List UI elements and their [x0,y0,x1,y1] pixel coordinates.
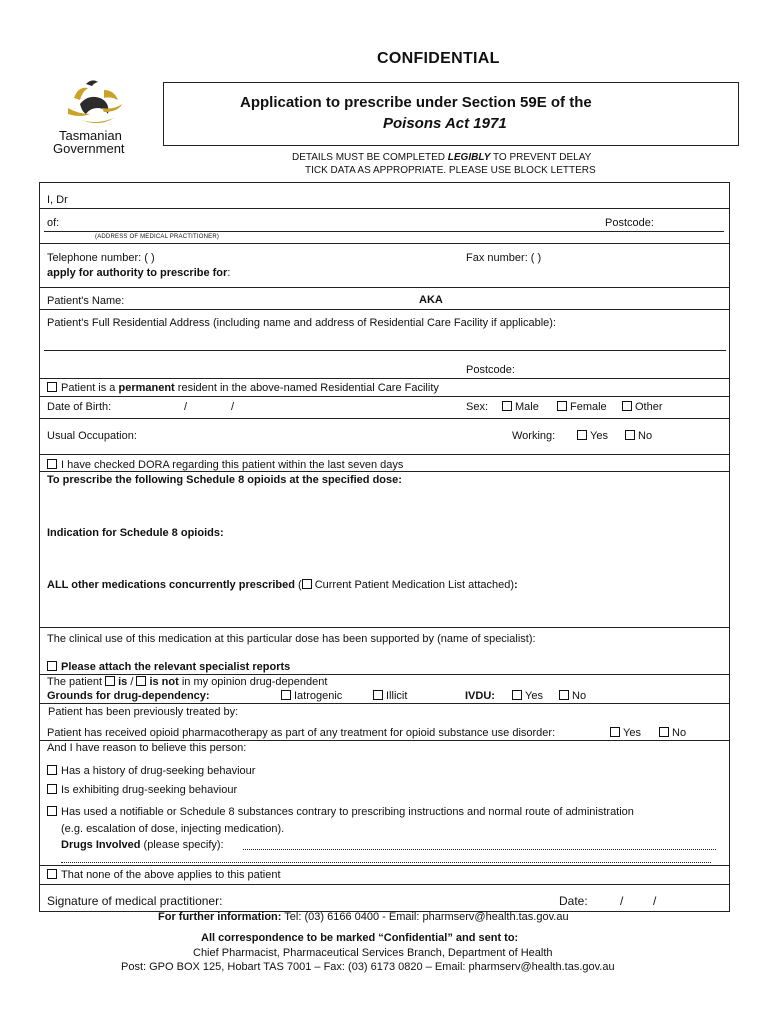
permanent-resident-option[interactable]: Patient is a permanent resident in the above-named Residential Care Facility [47,382,439,394]
iatrogenic-option[interactable]: Iatrogenic [281,690,342,702]
patient-postcode-label: Postcode: [466,364,515,376]
postal-address: Post: GPO BOX 125, Hobart TAS 7001 – Fax: (03) 6173 0820 – Email: pharmserv@health.tas.gov.au [121,961,615,973]
checkbox[interactable] [373,690,383,700]
telephone-label: Telephone number: ( ) [47,252,155,264]
ivdu-no-option[interactable]: No [559,690,586,702]
checkbox[interactable] [557,401,567,411]
checkbox[interactable] [502,401,512,411]
signature-label: Signature of medical practitioner: [47,894,223,908]
drug-dependent-statement: The patient is / is not in my opinion drug-dependent [47,676,328,688]
none-applies-option[interactable]: That none of the above applies to this patient [47,869,281,881]
drugs-involved-label: Drugs Involved (please specify): [61,839,224,851]
date-separator: / [653,894,657,908]
instructions-line-1: DETAILS MUST BE COMPLETED LEGIBLY TO PREVENT DELAY [292,152,592,163]
working-no-option[interactable]: No [625,430,652,442]
checkbox[interactable] [47,765,57,775]
grounds-label: Grounds for drug-dependency: [47,690,210,702]
date-separator: / [620,894,624,908]
checkbox[interactable] [512,690,522,700]
checkbox[interactable] [622,401,632,411]
practitioner-postcode-label: Postcode: [605,217,654,229]
clinical-use-label: The clinical use of this medication at this particular dose has been supported by (name of specialist): [47,633,536,645]
i-dr-label: I, Dr [47,194,68,206]
logo-text-tasmanian: Tasmanian [59,128,122,143]
working-label: Working: [512,430,556,442]
drug-seeking-history-option[interactable]: Has a history of drug-seeking behaviour [47,765,255,777]
pharmacotherapy-no-option[interactable]: No [659,727,686,739]
checkbox[interactable] [281,690,291,700]
sex-other-option[interactable]: Other [622,401,663,413]
checkbox[interactable] [610,727,620,737]
checkbox[interactable] [47,806,57,816]
correspondence-heading: All correspondence to be marked “Confidential” and sent to: [201,932,519,944]
dob-label: Date of Birth: [47,401,112,413]
sex-label: Sex: [466,401,489,413]
date-label: Date: [559,894,588,908]
checkbox[interactable] [302,579,312,589]
attach-reports-option[interactable]: Please attach the relevant specialist reports [47,661,290,673]
escalation-note: (e.g. escalation of dose, injecting medication). [61,823,285,835]
ivdu-label: IVDU: [465,690,495,702]
all-other-medications: ALL other medications concurrently prescribed ( Current Patient Medication List attached): [47,579,518,591]
checkbox[interactable] [559,690,569,700]
occupation-label: Usual Occupation: [47,430,137,442]
patient-name-label: Patient's Name: [47,295,125,307]
opioid-pharmacotherapy-label: Patient has received opioid pharmacotherapy as part of any treatment for opioid substance use disorder: [47,727,556,739]
of-label: of: [47,217,60,229]
address-caption: (ADDRESS OF MEDICAL PRACTITIONER) [95,234,220,240]
further-information: For further information: Tel: (03) 6166 0400 - Email: pharmserv@health.tas.gov.au [158,911,569,923]
fax-label: Fax number: ( ) [466,252,542,264]
previously-treated-label: Patient has been previously treated by: [48,706,239,718]
title-line-2: Poisons Act 1971 [383,115,507,132]
checkbox[interactable] [47,382,57,392]
checkbox[interactable] [105,676,115,686]
tasmanian-tiger-crest-icon [54,78,144,130]
instructions-line-2: TICK DATA AS APPROPRIATE. PLEASE USE BLOCK LETTERS [305,165,596,176]
ivdu-yes-option[interactable]: Yes [512,690,543,702]
dob-separator: / [184,401,188,413]
dora-check-option[interactable]: I have checked DORA regarding this patient within the last seven days [47,459,403,471]
illicit-option[interactable]: Illicit [373,690,407,702]
indication-heading: Indication for Schedule 8 opioids: [47,527,224,539]
drug-seeking-exhibiting-option[interactable]: Is exhibiting drug-seeking behaviour [47,784,237,796]
aka-label: AKA [419,294,443,306]
confidential-heading: CONFIDENTIAL [377,50,500,67]
checkbox[interactable] [47,869,57,879]
apply-authority-label: apply for authority to prescribe for: [47,267,231,279]
title-box [163,82,739,146]
logo-text-government: Government [53,141,125,156]
checkbox[interactable] [659,727,669,737]
notifiable-substances-option[interactable]: Has used a notifiable or Schedule 8 substances contrary to prescribing instructions and normal route of administration [47,806,634,818]
sex-male-option[interactable]: Male [502,401,539,413]
opioids-heading: To prescribe the following Schedule 8 opioids at the specified dose: [47,474,402,486]
working-yes-option[interactable]: Yes [577,430,608,442]
patient-address-label: Patient's Full Residential Address (including name and address of Residential Care Facility if applicable): [47,317,556,329]
checkbox[interactable] [47,661,57,671]
chief-pharmacist-address: Chief Pharmacist, Pharmaceutical Services Branch, Department of Health [193,947,553,959]
dob-separator: / [231,401,235,413]
title-line-1: Application to prescribe under Section 59E of the [240,94,592,111]
sex-female-option[interactable]: Female [557,401,607,413]
checkbox[interactable] [47,784,57,794]
checkbox[interactable] [136,676,146,686]
reason-label: And I have reason to believe this person: [47,742,247,754]
checkbox[interactable] [625,430,635,440]
checkbox[interactable] [47,459,57,469]
pharmacotherapy-yes-option[interactable]: Yes [610,727,641,739]
checkbox[interactable] [577,430,587,440]
